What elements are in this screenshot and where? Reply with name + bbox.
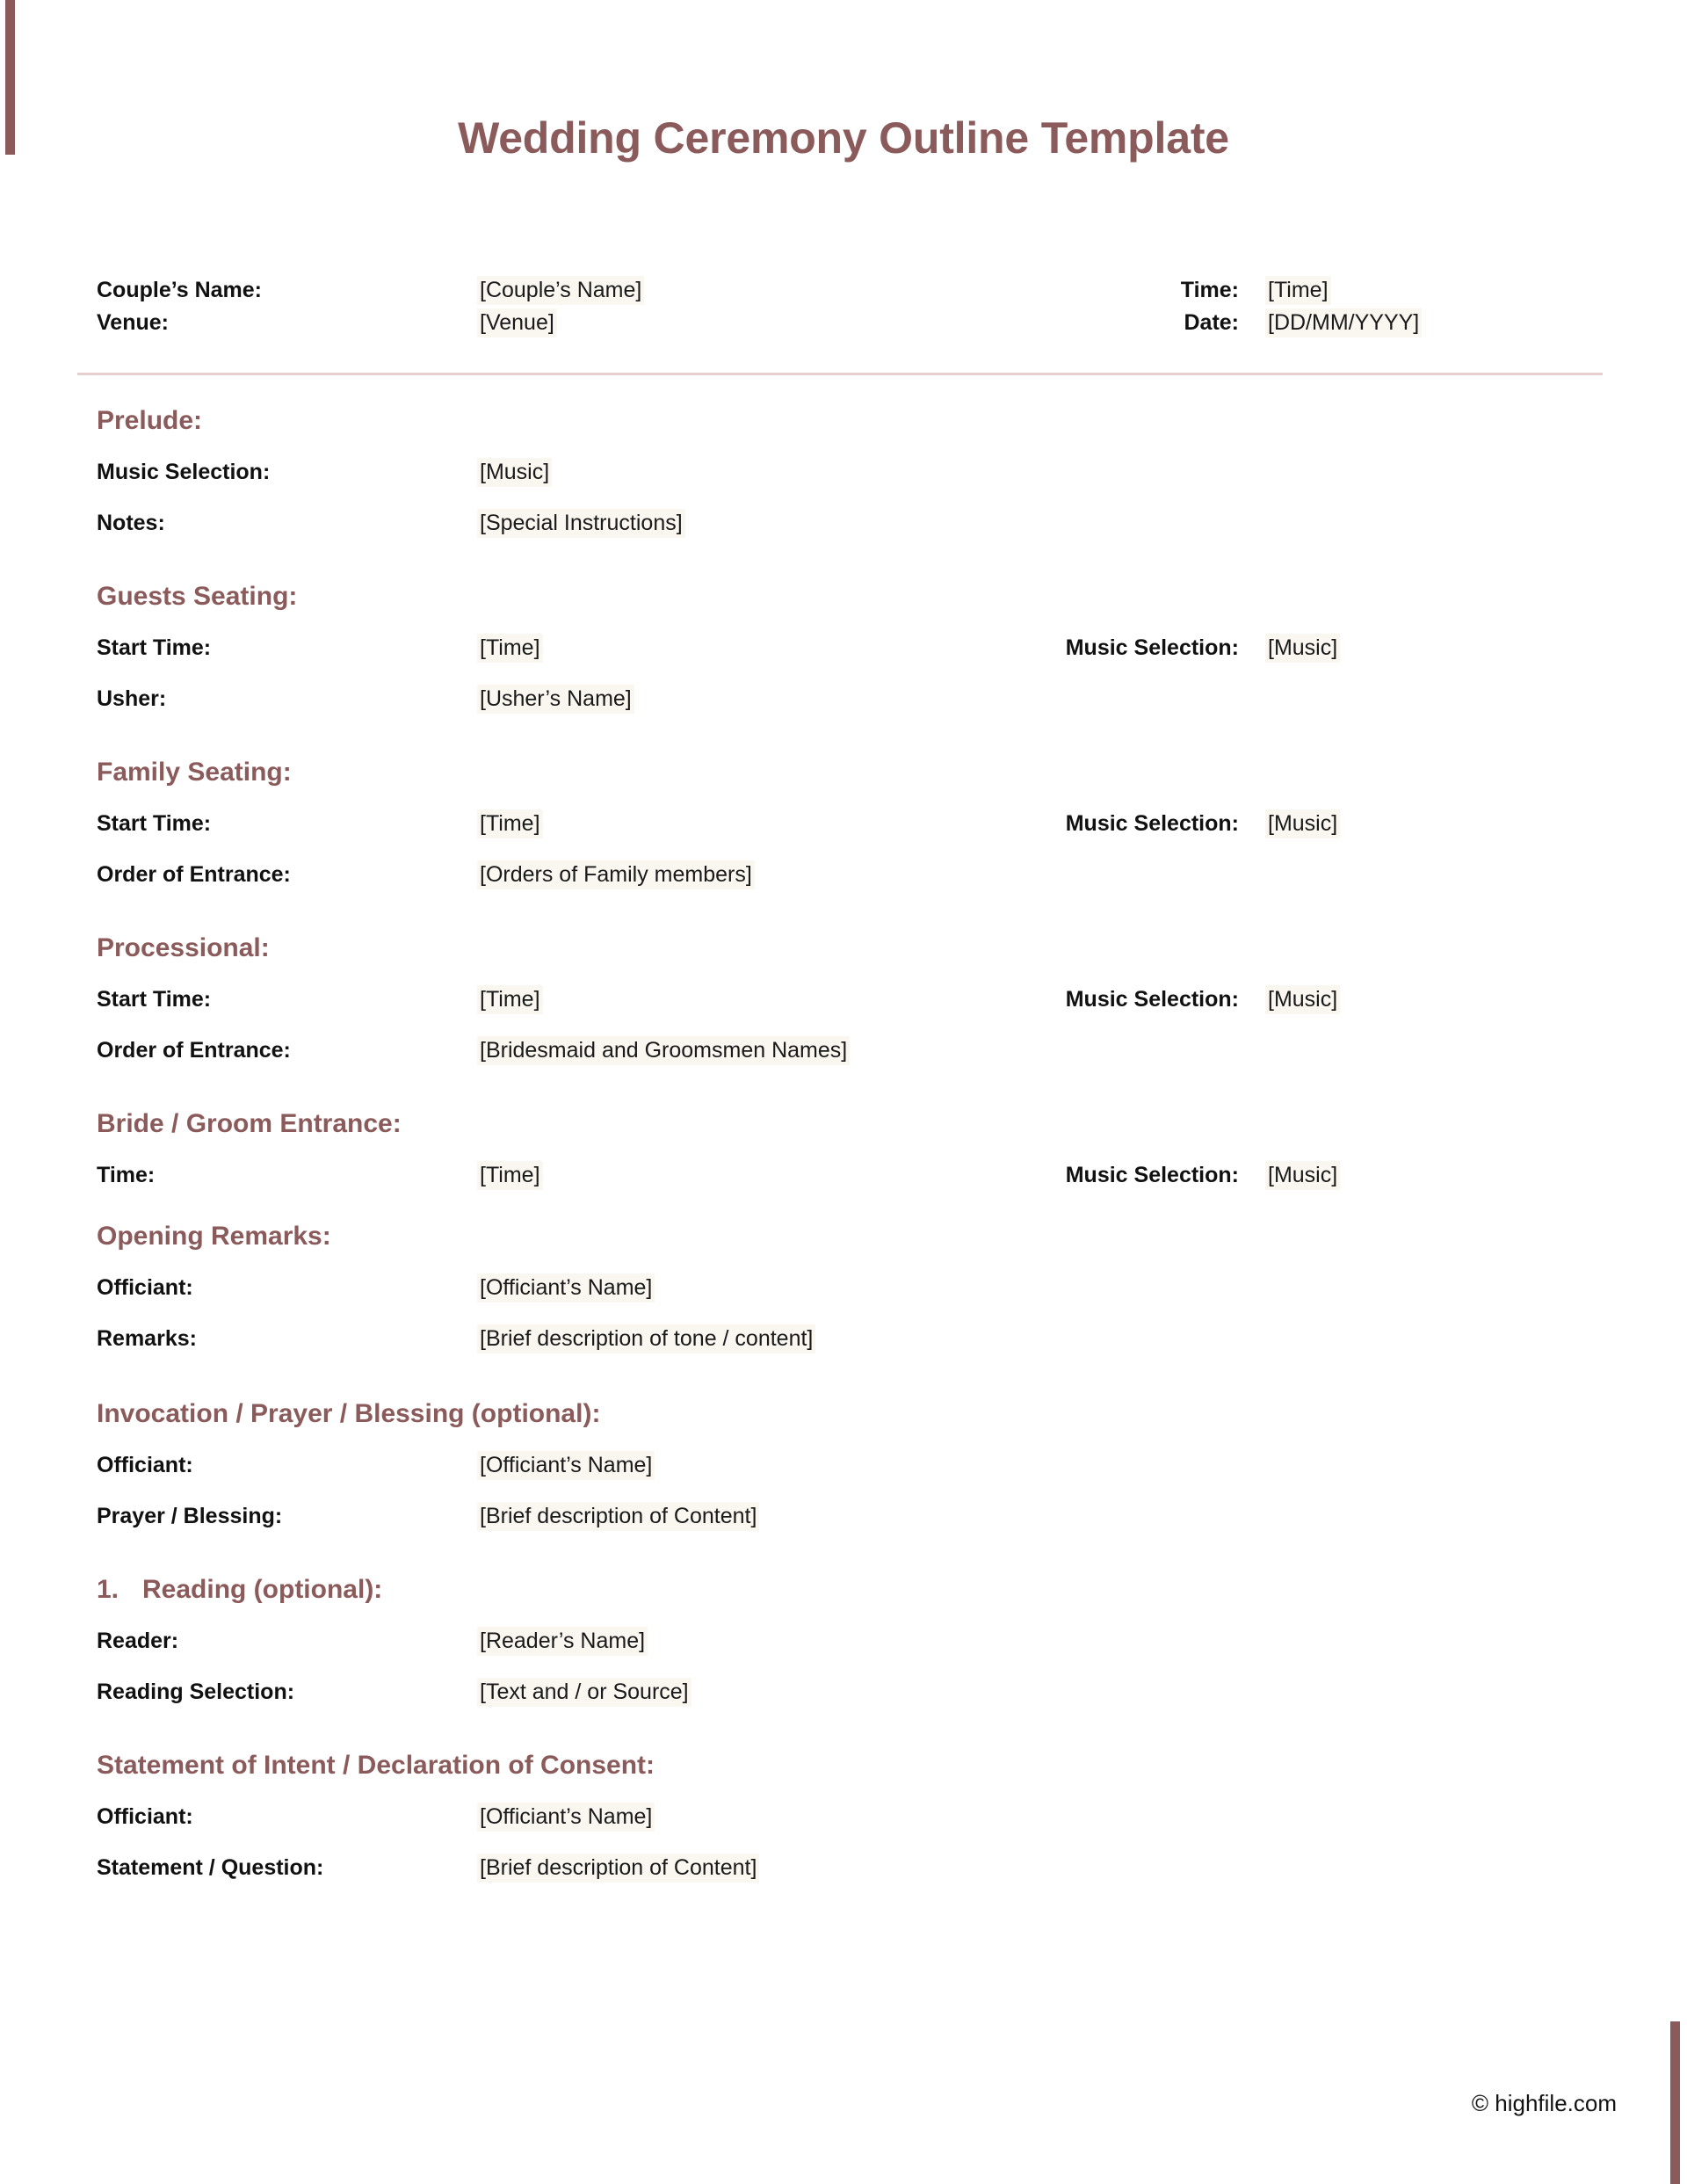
header-label: Time: — [1180, 278, 1239, 302]
section-heading-label: Prelude: — [97, 406, 203, 435]
section-heading-label: Opening Remarks: — [97, 1222, 331, 1251]
field-label: Music Selection: — [1065, 635, 1239, 660]
section-heading-label: Bride / Groom Entrance: — [97, 1109, 402, 1138]
field-value[interactable]: [Music] — [1265, 634, 1340, 663]
field-label: Statement / Question: — [97, 1855, 324, 1880]
section-heading-label: Statement of Intent / Declaration of Consent: — [97, 1751, 655, 1780]
section-heading — [97, 758, 292, 787]
field-value[interactable]: [Reader’s Name] — [477, 1627, 648, 1656]
field-label: Music Selection: — [1065, 987, 1239, 1012]
field-label: Start Time: — [97, 635, 212, 660]
section-heading — [97, 406, 202, 436]
field-value[interactable]: [Brief description of Content] — [477, 1502, 759, 1531]
field-value[interactable]: [Music] — [1265, 985, 1340, 1014]
field-value[interactable]: [Special Instructions] — [477, 509, 685, 538]
field-label: Music Selection: — [97, 460, 271, 484]
header-value-field[interactable]: [Time] — [1265, 276, 1331, 305]
field-label: Remarks: — [97, 1326, 197, 1351]
header-divider — [77, 373, 1603, 375]
section-heading-label: Processional: — [97, 933, 270, 962]
field-value[interactable]: [Brief description of tone / content] — [477, 1324, 815, 1353]
field-label: Officiant: — [97, 1804, 193, 1829]
field-value[interactable]: [Bridesmaid and Groomsmen Names] — [477, 1036, 850, 1065]
section-heading — [97, 1109, 402, 1139]
field-label: Usher: — [97, 686, 167, 711]
field-value[interactable]: [Music] — [477, 458, 552, 487]
field-value[interactable]: [Officiant’s Name] — [477, 1451, 655, 1480]
field-label: Order of Entrance: — [97, 862, 291, 887]
field-label: Officiant: — [97, 1275, 193, 1300]
field-label: Order of Entrance: — [97, 1038, 291, 1063]
header-label: Date: — [1184, 310, 1239, 335]
section-heading-label: Family Seating: — [97, 758, 292, 787]
section-heading-label: Guests Seating: — [97, 582, 298, 611]
header-label: Couple’s Name: — [97, 278, 263, 302]
field-label: Prayer / Blessing: — [97, 1504, 283, 1528]
page-title: Wedding Ceremony Outline Template — [458, 113, 1229, 163]
field-value[interactable]: [Orders of Family members] — [477, 860, 755, 889]
field-label: Notes: — [97, 511, 165, 535]
section-heading-label: Invocation / Prayer / Blessing (optional): — [97, 1399, 601, 1428]
field-label: Officiant: — [97, 1453, 193, 1477]
field-label: Start Time: — [97, 811, 212, 836]
header-value-field[interactable]: [Venue] — [477, 308, 557, 337]
field-label: Music Selection: — [1065, 1163, 1239, 1187]
section-heading — [97, 1399, 600, 1429]
accent-bar-bottom-right — [1670, 2021, 1680, 2184]
header-label: Venue: — [97, 310, 169, 335]
field-value[interactable]: [Time] — [477, 809, 543, 838]
field-value[interactable]: [Usher’s Name] — [477, 685, 634, 714]
field-value[interactable]: [Text and / or Source] — [477, 1678, 691, 1707]
section-heading — [97, 1751, 655, 1781]
section-heading-label: Reading (optional): — [142, 1575, 383, 1604]
field-value[interactable]: [Music] — [1265, 1161, 1340, 1190]
field-label: Music Selection: — [1065, 811, 1239, 836]
field-value[interactable]: [Music] — [1265, 809, 1340, 838]
field-value[interactable]: [Brief description of Content] — [477, 1854, 759, 1883]
field-value[interactable]: [Time] — [477, 634, 543, 663]
field-value[interactable]: [Officiant’s Name] — [477, 1273, 655, 1302]
field-label: Reader: — [97, 1629, 179, 1653]
section-list-number: 1. — [97, 1575, 119, 1604]
field-label: Time: — [97, 1163, 156, 1187]
footer-credit: © highfile.com — [1471, 2090, 1617, 2116]
section-heading — [97, 933, 270, 963]
field-value[interactable]: [Time] — [477, 985, 543, 1014]
field-label: Start Time: — [97, 987, 212, 1012]
field-value[interactable]: [Officiant’s Name] — [477, 1803, 655, 1832]
section-heading — [97, 582, 297, 612]
header-value-field[interactable]: [DD/MM/YYYY] — [1265, 308, 1422, 337]
field-label: Reading Selection: — [97, 1680, 295, 1704]
field-value[interactable]: [Time] — [477, 1161, 543, 1190]
header-value-field[interactable]: [Couple’s Name] — [477, 276, 644, 305]
section-heading — [97, 1575, 382, 1605]
section-heading — [97, 1222, 331, 1252]
